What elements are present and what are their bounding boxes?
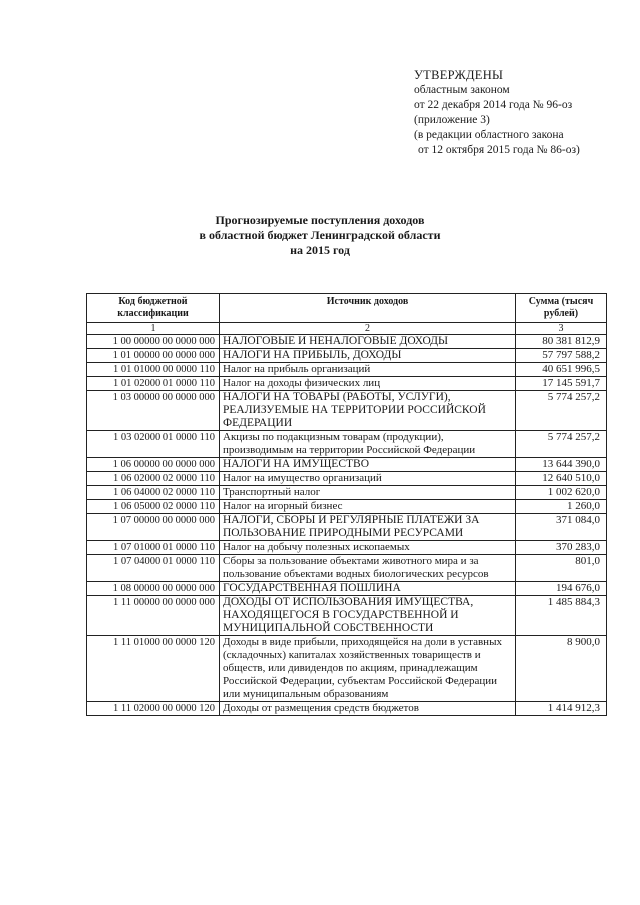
row-amount: 801,0 bbox=[516, 555, 607, 582]
approval-heading: УТВЕРЖДЕНЫ bbox=[414, 68, 504, 82]
row-amount: 12 640 510,0 bbox=[516, 472, 607, 486]
approval-line: областным законом bbox=[414, 84, 510, 96]
row-amount: 1 002 620,0 bbox=[516, 486, 607, 500]
row-amount: 5 774 257,2 bbox=[516, 431, 607, 458]
table-row bbox=[87, 486, 607, 500]
approval-line: от 22 декабря 2014 года № 96-оз bbox=[414, 99, 573, 111]
row-amount: 370 283,0 bbox=[516, 541, 607, 555]
table-row bbox=[87, 582, 607, 596]
approval-line: (в редакции областного закона bbox=[414, 129, 564, 141]
table-row bbox=[87, 472, 607, 486]
column-number: 1 bbox=[87, 323, 220, 335]
table-row bbox=[87, 555, 607, 582]
column-number-row bbox=[87, 323, 607, 335]
row-source-name: ГОСУДАРСТВЕННАЯ ПОШЛИНА bbox=[220, 582, 516, 596]
table-row bbox=[87, 596, 607, 636]
row-code: 1 06 05000 02 0000 110 bbox=[87, 500, 220, 514]
table-row bbox=[87, 500, 607, 514]
row-source-name: Налог на игорный бизнес bbox=[220, 500, 516, 514]
table-row bbox=[87, 377, 607, 391]
table-row bbox=[87, 363, 607, 377]
table-header-row bbox=[87, 294, 607, 323]
row-amount: 17 145 591,7 bbox=[516, 377, 607, 391]
row-code: 1 11 00000 00 0000 000 bbox=[87, 596, 220, 636]
row-code: 1 03 02000 01 0000 110 bbox=[87, 431, 220, 458]
row-amount: 13 644 390,0 bbox=[516, 458, 607, 472]
row-source-name: Налог на доходы физических лиц bbox=[220, 377, 516, 391]
row-source-name: НАЛОГИ НА ПРИБЫЛЬ, ДОХОДЫ bbox=[220, 349, 516, 363]
row-code: 1 06 02000 02 0000 110 bbox=[87, 472, 220, 486]
row-source-name: Акцизы по подакцизным товарам (продукции), производимым на территории Российской Федерации bbox=[220, 431, 516, 458]
row-source-name: Доходы от размещения средств бюджетов bbox=[220, 702, 516, 716]
table-row bbox=[87, 541, 607, 555]
title-line: на 2015 год bbox=[290, 243, 350, 257]
row-amount: 194 676,0 bbox=[516, 582, 607, 596]
row-source-name: НАЛОГИ НА ИМУЩЕСТВО bbox=[220, 458, 516, 472]
row-source-name: ДОХОДЫ ОТ ИСПОЛЬЗОВАНИЯ ИМУЩЕСТВА, НАХОДЯЩЕГОСЯ В ГОСУДАРСТВЕННОЙ И МУНИЦИПАЛЬНОЙ СОБСТВЕННОСТИ bbox=[220, 596, 516, 636]
row-code: 1 08 00000 00 0000 000 bbox=[87, 582, 220, 596]
approval-block bbox=[414, 68, 580, 158]
table-row bbox=[87, 514, 607, 541]
table-row bbox=[87, 391, 607, 431]
row-code: 1 07 04000 01 0000 110 bbox=[87, 555, 220, 582]
row-code: 1 01 00000 00 0000 000 bbox=[87, 349, 220, 363]
table-row bbox=[87, 702, 607, 716]
row-amount: 1 485 884,3 bbox=[516, 596, 607, 636]
table-row bbox=[87, 636, 607, 702]
title-line: Прогнозируемые поступления доходов bbox=[215, 213, 425, 227]
row-amount: 80 381 812,9 bbox=[516, 335, 607, 349]
table-row bbox=[87, 458, 607, 472]
row-amount: 8 900,0 bbox=[516, 636, 607, 702]
row-code: 1 06 00000 00 0000 000 bbox=[87, 458, 220, 472]
header-amount: Сумма (тысяч рублей) bbox=[516, 294, 607, 323]
document-title bbox=[120, 213, 520, 258]
row-source-name: Налог на имущество организаций bbox=[220, 472, 516, 486]
row-amount: 57 797 588,2 bbox=[516, 349, 607, 363]
approval-line: от 12 октября 2015 года № 86-оз) bbox=[418, 144, 580, 156]
row-code: 1 07 01000 01 0000 110 bbox=[87, 541, 220, 555]
table-row bbox=[87, 349, 607, 363]
column-number: 3 bbox=[516, 323, 607, 335]
row-amount: 1 260,0 bbox=[516, 500, 607, 514]
row-source-name: Доходы в виде прибыли, приходящейся на доли в уставных (складочных) капиталах хозяйственных товариществ и обществ, или дивидендов по акциям, принадлежащим Российской Федерации, субъектам Российской Федерации или муниципальным образованиям bbox=[220, 636, 516, 702]
row-code: 1 11 02000 00 0000 120 bbox=[87, 702, 220, 716]
row-amount: 1 414 912,3 bbox=[516, 702, 607, 716]
column-number: 2 bbox=[220, 323, 516, 335]
table-row bbox=[87, 431, 607, 458]
row-source-name: НАЛОГИ, СБОРЫ И РЕГУЛЯРНЫЕ ПЛАТЕЖИ ЗА ПОЛЬЗОВАНИЕ ПРИРОДНЫМИ РЕСУРСАМИ bbox=[220, 514, 516, 541]
row-source-name: Налог на добычу полезных ископаемых bbox=[220, 541, 516, 555]
approval-line: (приложение 3) bbox=[414, 114, 490, 126]
header-code: Код бюджетной классификации bbox=[87, 294, 220, 323]
row-code: 1 06 04000 02 0000 110 bbox=[87, 486, 220, 500]
row-amount: 40 651 996,5 bbox=[516, 363, 607, 377]
row-code: 1 07 00000 00 0000 000 bbox=[87, 514, 220, 541]
row-code: 1 03 00000 00 0000 000 bbox=[87, 391, 220, 431]
row-code: 1 00 00000 00 0000 000 bbox=[87, 335, 220, 349]
revenue-table bbox=[86, 293, 607, 716]
row-code: 1 11 01000 00 0000 120 bbox=[87, 636, 220, 702]
title-line: в областной бюджет Ленинградской области bbox=[199, 228, 441, 242]
row-source-name: НАЛОГИ НА ТОВАРЫ (РАБОТЫ, УСЛУГИ), РЕАЛИЗУЕМЫЕ НА ТЕРРИТОРИИ РОССИЙСКОЙ ФЕДЕРАЦИИ bbox=[220, 391, 516, 431]
row-source-name: НАЛОГОВЫЕ И НЕНАЛОГОВЫЕ ДОХОДЫ bbox=[220, 335, 516, 349]
row-source-name: Налог на прибыль организаций bbox=[220, 363, 516, 377]
row-code: 1 01 01000 00 0000 110 bbox=[87, 363, 220, 377]
row-amount: 5 774 257,2 bbox=[516, 391, 607, 431]
row-code: 1 01 02000 01 0000 110 bbox=[87, 377, 220, 391]
row-amount: 371 084,0 bbox=[516, 514, 607, 541]
table-row bbox=[87, 335, 607, 349]
row-source-name: Транспортный налог bbox=[220, 486, 516, 500]
row-source-name: Сборы за пользование объектами животного мира и за пользование объектами водных биологических ресурсов bbox=[220, 555, 516, 582]
header-source: Источник доходов bbox=[220, 294, 516, 323]
